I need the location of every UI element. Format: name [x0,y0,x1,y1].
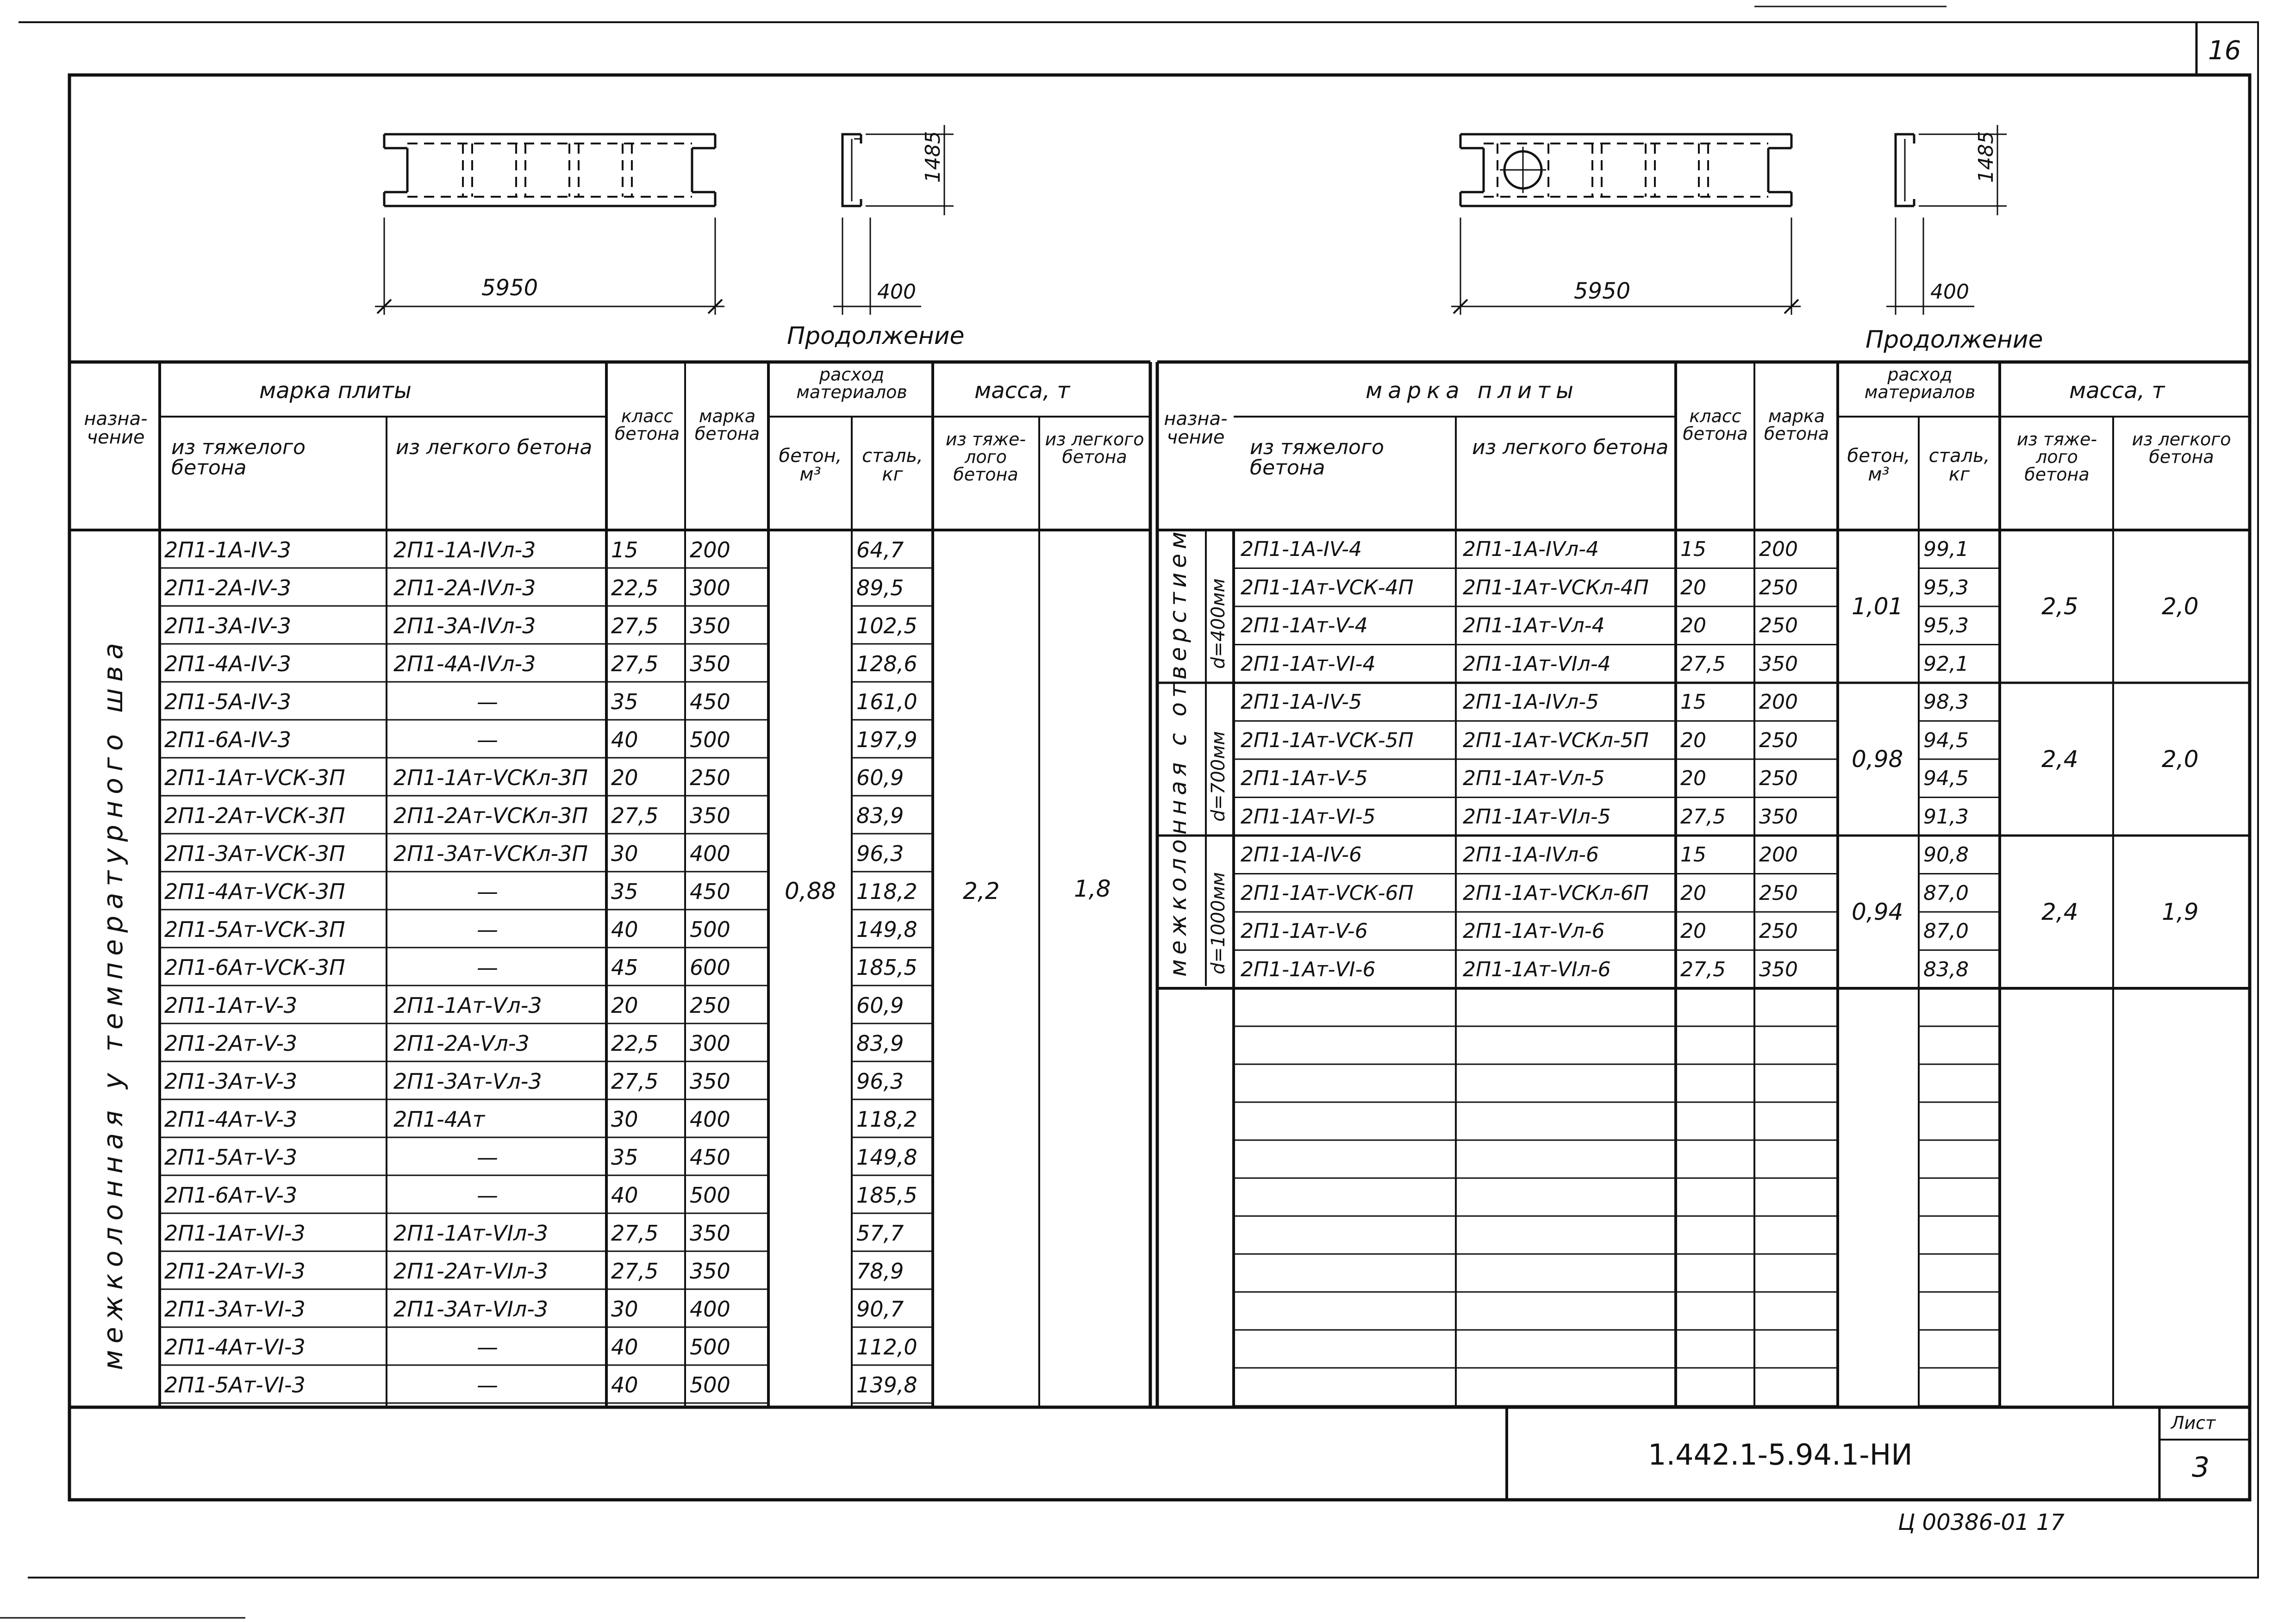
left-row-4-grade-cell: 350 [690,651,730,676]
left-row-11-mark-heavy-cell: 2П1-5Ат-VСК-3П [164,917,345,942]
right-row-3-mark-heavy-cell: 2П1-1Ат-V-4 [1241,614,1368,637]
left-header-steel: сталь, кг [862,445,923,485]
left-row-16-steel-cell: 118,2 [856,1107,917,1132]
right-height-dimension: 1485 [1974,131,1998,183]
right-length-dimension: 5950 [1574,278,1631,304]
right-row-6-grade-cell: 250 [1759,728,1798,752]
left-row-14-mark-heavy-cell: 2П1-2Ат-V-3 [164,1031,298,1056]
left-row-18-grade-cell: 500 [690,1183,730,1208]
right-header-mass-light: из легкого бетона [2132,429,2231,467]
left-row-3-mark-light-cell: 2П1-3А-IVл-3 [393,613,536,638]
right-row-2-grade-cell: 250 [1759,575,1798,599]
left-row-1-steel-cell: 64,7 [856,537,904,562]
left-row-17-mark-heavy-cell: 2П1-5Ат-V-3 [164,1145,298,1170]
left-row-15-mark-light-cell: 2П1-3Ат-Vл-3 [393,1069,542,1094]
left-row-1-mark-light-cell: 2П1-1А-IVл-3 [393,537,536,562]
left-row-11-grade-cell: 500 [690,917,730,942]
footer-code: Ц 00386-01 17 [1898,1510,2065,1535]
right-row-11-mark-heavy-cell: 2П1-1Ат-V-6 [1241,919,1368,943]
right-row-6-class-cell: 20 [1680,728,1706,752]
left-header-grade: марка бетона [694,406,760,444]
right-row-8-mark-heavy-cell: 2П1-1Ат-VI-5 [1241,805,1376,829]
right-row-10-mark-light-cell: 2П1-1Ат-VСКл-6П [1463,881,1649,905]
left-row-21-grade-cell: 400 [690,1297,730,1322]
right-row-10-mark-heavy-cell: 2П1-1Ат-VСК-6П [1241,881,1414,905]
left-row-2-mark-heavy-cell: 2П1-2А-IV-3 [164,575,291,600]
right-row-9-class-cell: 15 [1680,843,1706,867]
right-row-5-class-cell: 15 [1680,690,1706,714]
left-row-15-class-cell: 27,5 [611,1069,659,1094]
right-row-2-mark-heavy-cell: 2П1-1Ат-VСК-4П [1241,575,1414,599]
left-row-14-class-cell: 22,5 [611,1031,659,1056]
left-row-3-steel-cell: 102,5 [856,613,917,638]
right-row-10-grade-cell: 250 [1759,881,1798,905]
left-row-23-grade-cell: 500 [690,1372,730,1397]
right-row-1-mark-heavy-cell: 2П1-1А-IV-4 [1241,537,1362,561]
right-row-5-mark-light-cell: 2П1-1А-IVл-5 [1463,690,1599,714]
left-row-6-class-cell: 40 [611,727,638,752]
left-length-dimension: 5950 [481,275,538,301]
left-row-18-steel-cell: 185,5 [856,1183,917,1208]
left-row-8-mark-heavy-cell: 2П1-2Ат-VСК-3П [164,803,345,828]
right-row-9-grade-cell: 200 [1759,843,1798,867]
right-row-1-steel-cell: 99,1 [1923,537,1969,561]
left-row-21-mark-light-cell: 2П1-3Ат-VIл-3 [393,1297,549,1322]
left-row-9-grade-cell: 400 [690,841,730,866]
right-width-dimension: 400 [1930,280,1969,304]
left-row-11-mark-light-cell: — [477,917,498,942]
left-row-20-mark-light-cell: 2П1-2Ат-VIл-3 [393,1259,549,1284]
left-row-9-mark-light-cell: 2П1-3Ат-VСКл-3П [393,841,588,866]
left-row-23-class-cell: 40 [611,1372,638,1397]
left-slab-plan [375,134,724,315]
left-row-8-class-cell: 27,5 [611,803,659,828]
left-row-5-class-cell: 35 [611,689,638,714]
left-row-19-mark-light-cell: 2П1-1Ат-VIл-3 [393,1221,549,1246]
right-group-1-concrete: 1,01 [1852,593,1903,620]
right-row-8-class-cell: 27,5 [1680,805,1726,829]
right-row-7-mark-heavy-cell: 2П1-1Ат-V-5 [1241,767,1368,790]
right-row-9-mark-light-cell: 2П1-1А-IVл-6 [1463,843,1599,867]
left-row-20-grade-cell: 350 [690,1259,730,1284]
right-group-1-mass-light: 2,0 [2162,593,2199,620]
left-row-2-steel-cell: 89,5 [856,575,904,600]
left-row-10-mark-heavy-cell: 2П1-4Ат-VСК-3П [164,879,345,904]
left-row-9-class-cell: 30 [611,841,638,866]
left-header-class: класс бетона [614,406,680,444]
right-row-11-class-cell: 20 [1680,919,1706,943]
right-row-1-mark-light-cell: 2П1-1А-IVл-4 [1463,537,1599,561]
left-row-17-class-cell: 35 [611,1145,638,1170]
right-row-2-steel-cell: 95,3 [1923,575,1969,599]
left-header-concrete: бетон, м³ [779,445,842,485]
left-row-8-mark-light-cell: 2П1-2Ат-VСКл-3П [393,803,588,828]
left-row-6-steel-cell: 197,9 [856,727,917,752]
left-row-11-class-cell: 40 [611,917,638,942]
left-row-8-grade-cell: 350 [690,803,730,828]
right-header-mass-heavy: из тяже-лого бетона [2016,429,2097,485]
left-row-10-grade-cell: 450 [690,879,730,904]
left-row-3-mark-heavy-cell: 2П1-3А-IV-3 [164,613,291,638]
left-row-3-grade-cell: 350 [690,613,730,638]
right-row-12-class-cell: 27,5 [1680,957,1726,981]
left-row-12-class-cell: 45 [611,955,638,980]
continuation-right: Продолжение [1866,326,2043,354]
left-row-3-class-cell: 27,5 [611,613,659,638]
left-row-18-mark-light-cell: — [477,1183,498,1208]
right-row-5-steel-cell: 98,3 [1923,690,1969,714]
left-row-16-mark-light-cell: 2П1-4Ат [393,1107,485,1132]
left-row-9-mark-heavy-cell: 2П1-3Ат-VСК-3П [164,841,345,866]
left-header-mass-light: из легкого бетона [1045,429,1144,467]
right-purpose-label: межколонная с отверстием [1165,527,1192,977]
right-row-9-mark-heavy-cell: 2П1-1А-IV-6 [1241,843,1362,867]
left-header-mass: масса, т [974,378,1070,404]
left-row-19-grade-cell: 350 [690,1221,730,1246]
right-row-7-mark-light-cell: 2П1-1Ат-Vл-5 [1463,767,1605,790]
continuation-left: Продолжение [787,322,965,350]
left-row-14-steel-cell: 83,9 [856,1031,904,1056]
right-row-10-steel-cell: 87,0 [1923,881,1969,905]
right-row-5-grade-cell: 200 [1759,690,1798,714]
right-row-3-class-cell: 20 [1680,614,1706,637]
left-row-23-mark-light-cell: — [477,1372,498,1397]
right-row-6-mark-heavy-cell: 2П1-1Ат-VСК-5П [1241,728,1414,752]
right-row-10-class-cell: 20 [1680,881,1706,905]
right-group-3-concrete: 0,94 [1852,898,1903,925]
left-row-7-class-cell: 20 [611,765,638,790]
right-group-2-mass-heavy: 2,4 [2041,746,2078,773]
right-group-2-mass-light: 2,0 [2162,746,2199,773]
left-row-1-grade-cell: 200 [690,537,730,562]
left-row-10-steel-cell: 118,2 [856,879,917,904]
left-row-17-mark-light-cell: — [477,1145,498,1170]
sheet-number: 3 [2192,1451,2210,1484]
left-row-7-mark-heavy-cell: 2П1-1Ат-VСК-3П [164,765,345,790]
left-row-18-mark-heavy-cell: 2П1-6Ат-V-3 [164,1183,298,1208]
left-row-20-steel-cell: 78,9 [856,1259,904,1284]
left-purpose-label: межколонная у температурного шва [97,636,129,1370]
left-header-mass-heavy: из тяже-лого бетона [945,429,1026,485]
left-row-4-mark-light-cell: 2П1-4А-IVл-3 [393,651,536,676]
left-row-13-mark-light-cell: 2П1-1Ат-Vл-3 [393,993,542,1018]
right-header-class: класс бетона [1683,406,1748,444]
right-header-grade: марка бетона [1764,406,1829,444]
right-row-4-grade-cell: 350 [1759,652,1798,676]
sheet-corner-number: 16 [2208,36,2241,66]
left-row-12-steel-cell: 185,5 [856,955,917,980]
right-group-1-diameter: d=400мм [1208,578,1229,669]
right-row-11-mark-light-cell: 2П1-1Ат-Vл-6 [1463,919,1605,943]
left-row-2-grade-cell: 300 [690,575,730,600]
left-row-20-class-cell: 27,5 [611,1259,659,1284]
left-width-dimension: 400 [877,280,916,304]
sheet-label: Лист [2171,1413,2216,1433]
left-row-7-steel-cell: 60,9 [856,765,904,790]
right-row-12-mark-heavy-cell: 2П1-1Ат-VI-6 [1241,957,1376,981]
left-row-14-grade-cell: 300 [690,1031,730,1056]
left-row-5-mark-light-cell: — [477,689,498,714]
left-row-1-mark-heavy-cell: 2П1-1А-IV-3 [164,537,291,562]
right-group-3-mass-light: 1,9 [2162,898,2199,925]
left-row-5-mark-heavy-cell: 2П1-5А-IV-3 [164,689,291,714]
left-row-16-mark-heavy-cell: 2П1-4Ат-V-3 [164,1107,298,1132]
left-row-16-grade-cell: 400 [690,1107,730,1132]
right-header-steel: сталь, кг [1928,445,1990,485]
left-row-5-grade-cell: 450 [690,689,730,714]
right-row-12-grade-cell: 350 [1759,957,1798,981]
left-row-4-steel-cell: 128,6 [856,651,917,676]
left-row-19-steel-cell: 57,7 [856,1221,904,1246]
left-row-10-class-cell: 35 [611,879,638,904]
left-concrete-value: 0,88 [785,878,836,905]
right-row-8-mark-light-cell: 2П1-1Ат-VIл-5 [1463,805,1611,829]
right-header-consumption: расход материалов [1864,364,1976,402]
left-row-23-steel-cell: 139,8 [856,1372,917,1397]
left-row-4-class-cell: 27,5 [611,651,659,676]
left-row-4-mark-heavy-cell: 2П1-4А-IV-3 [164,651,291,676]
left-row-20-mark-heavy-cell: 2П1-2Ат-VI-3 [164,1259,306,1284]
left-row-6-mark-heavy-cell: 2П1-6А-IV-3 [164,727,291,752]
left-row-18-class-cell: 40 [611,1183,638,1208]
left-row-2-mark-light-cell: 2П1-2А-IVл-3 [393,575,536,600]
right-row-3-mark-light-cell: 2П1-1Ат-Vл-4 [1463,614,1605,637]
right-header-mark-light: из легкого бетона [1472,436,1669,459]
left-row-7-grade-cell: 250 [690,765,730,790]
left-row-14-mark-light-cell: 2П1-2А-Vл-3 [393,1031,530,1056]
right-row-1-class-cell: 15 [1680,537,1706,561]
left-row-9-steel-cell: 96,3 [856,841,904,866]
left-row-19-mark-heavy-cell: 2П1-1Ат-VI-3 [164,1221,306,1246]
right-header-mass: масса, т [2069,378,2165,404]
right-row-4-steel-cell: 92,1 [1923,652,1969,676]
right-row-6-steel-cell: 94,5 [1923,728,1969,752]
left-row-6-mark-light-cell: — [477,727,498,752]
right-row-7-steel-cell: 94,5 [1923,767,1969,790]
right-row-2-class-cell: 20 [1680,575,1706,599]
left-header-mark: марка плиты [259,378,412,404]
right-row-3-grade-cell: 250 [1759,614,1798,637]
right-row-11-grade-cell: 250 [1759,919,1798,943]
right-row-4-mark-light-cell: 2П1-1Ат-VIл-4 [1463,652,1611,676]
left-header-purpose: назна-чение [84,408,148,448]
right-row-6-mark-light-cell: 2П1-1Ат-VСКл-5П [1463,728,1649,752]
right-group-3-mass-heavy: 2,4 [2041,898,2078,925]
right-header-mark: марка плиты [1366,378,1579,404]
left-row-22-grade-cell: 500 [690,1335,730,1360]
left-row-13-mark-heavy-cell: 2П1-1Ат-V-3 [164,993,298,1018]
right-row-1-grade-cell: 200 [1759,537,1798,561]
right-group-2-diameter: d=700мм [1208,731,1229,822]
right-row-2-mark-light-cell: 2П1-1Ат-VСКл-4П [1463,575,1649,599]
left-row-13-grade-cell: 250 [690,993,730,1018]
left-row-15-grade-cell: 350 [690,1069,730,1094]
left-row-5-steel-cell: 161,0 [856,689,917,714]
left-row-8-steel-cell: 83,9 [856,803,904,828]
left-row-15-steel-cell: 96,3 [856,1069,904,1094]
right-row-7-class-cell: 20 [1680,767,1706,790]
left-row-6-grade-cell: 500 [690,727,730,752]
left-row-13-class-cell: 20 [611,993,638,1018]
left-row-22-steel-cell: 112,0 [856,1335,917,1360]
right-header-mark-heavy: из тяжелого бетона [1250,436,1384,480]
left-row-22-mark-light-cell: — [477,1335,498,1360]
left-row-11-steel-cell: 149,8 [856,917,917,942]
right-group-3-diameter: d=1000мм [1208,872,1229,974]
right-row-12-steel-cell: 83,8 [1923,957,1969,981]
left-row-21-steel-cell: 90,7 [856,1297,904,1322]
left-row-21-mark-heavy-cell: 2П1-3Ат-VI-3 [164,1297,306,1322]
left-header-consumption: расход материалов [796,364,907,402]
left-mass-heavy-value: 2,2 [963,878,1000,905]
right-row-4-mark-heavy-cell: 2П1-1Ат-VI-4 [1241,652,1376,676]
right-header-purpose: назна-чение [1164,408,1228,448]
right-row-4-class-cell: 27,5 [1680,652,1726,676]
left-row-16-class-cell: 30 [611,1107,638,1132]
right-row-11-steel-cell: 87,0 [1923,919,1969,943]
left-row-12-mark-heavy-cell: 2П1-6Ат-VСК-3П [164,955,345,980]
left-row-19-class-cell: 27,5 [611,1221,659,1246]
left-row-15-mark-heavy-cell: 2П1-3Ат-V-3 [164,1069,298,1094]
right-row-5-mark-heavy-cell: 2П1-1А-IV-5 [1241,690,1362,714]
left-row-10-mark-light-cell: — [477,879,498,904]
right-row-7-grade-cell: 250 [1759,767,1798,790]
left-mass-light-value: 1,8 [1074,875,1111,902]
right-row-9-steel-cell: 90,8 [1923,843,1969,867]
left-row-2-class-cell: 22,5 [611,575,659,600]
left-row-7-mark-light-cell: 2П1-1Ат-VСКл-3П [393,765,588,790]
left-row-1-class-cell: 15 [611,537,638,562]
left-row-22-class-cell: 40 [611,1335,638,1360]
right-row-8-grade-cell: 350 [1759,805,1798,829]
left-header-mark-heavy: из тяжелого бетона [171,436,306,480]
right-group-2-concrete: 0,98 [1852,746,1903,773]
left-row-23-mark-heavy-cell: 2П1-5Ат-VI-3 [164,1372,306,1397]
left-row-17-grade-cell: 450 [690,1145,730,1170]
right-group-1-mass-heavy: 2,5 [2041,593,2078,620]
left-row-21-class-cell: 30 [611,1297,638,1322]
right-row-8-steel-cell: 91,3 [1923,805,1969,829]
left-row-22-mark-heavy-cell: 2П1-4Ат-VI-3 [164,1335,306,1360]
left-row-12-grade-cell: 600 [690,955,730,980]
document-code: 1.442.1-5.94.1-НИ [1648,1438,1913,1472]
left-row-12-mark-light-cell: — [477,955,498,980]
right-row-3-steel-cell: 95,3 [1923,614,1969,637]
left-row-17-steel-cell: 149,8 [856,1145,917,1170]
left-header-mark-light: из легкого бетона [396,436,593,459]
left-height-dimension: 1485 [921,131,945,183]
left-row-13-steel-cell: 60,9 [856,993,904,1018]
right-row-12-mark-light-cell: 2П1-1Ат-VIл-6 [1463,957,1611,981]
right-header-concrete: бетон, м³ [1847,445,1910,485]
